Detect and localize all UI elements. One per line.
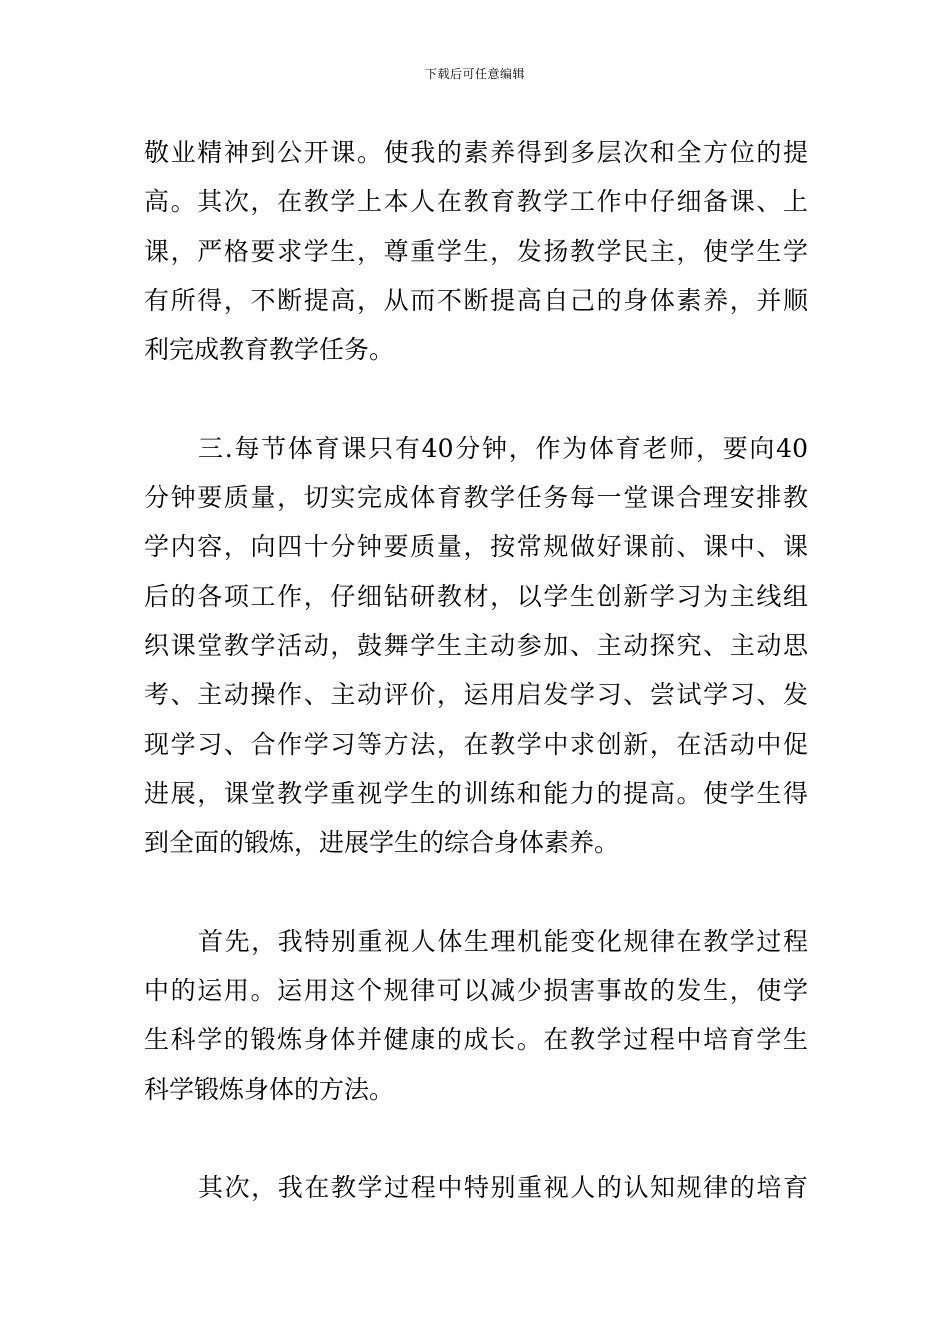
text-line: 三.每节体育课只有40分钟，作为体育老师，要向40 bbox=[198, 433, 808, 463]
paragraph-1 bbox=[144, 128, 808, 374]
paragraph-gap bbox=[144, 374, 808, 423]
text-line: 织课堂教学活动，鼓舞学生主动参加、主动探究、主动思 bbox=[144, 630, 808, 660]
paragraph-2 bbox=[144, 424, 808, 868]
paragraph-3 bbox=[144, 917, 808, 1114]
page-header: 下载后可任意编辑 bbox=[424, 67, 525, 81]
text-line: 生科学的锻炼身体并健康的成长。在教学过程中培育学生 bbox=[144, 1025, 808, 1055]
text-line: 科学锻炼身体的方法。 bbox=[144, 1074, 395, 1104]
text-line: 考、主动操作、主动评价，运用启发学习、尝试学习、发 bbox=[144, 680, 808, 710]
text-line: 其次，我在教学过程中特别重视人的认知规律的培育 bbox=[198, 1173, 808, 1203]
text-line: 到全面的锻炼，进展学生的综合身体素养。 bbox=[144, 828, 620, 858]
text-line: 现学习、合作学习等方法，在教学中求创新，在活动中促 bbox=[144, 729, 808, 759]
text-line: 高。其次，在教学上本人在教育教学工作中仔细备课、上 bbox=[144, 187, 808, 217]
text-line: 课，严格要求学生，尊重学生，发扬教学民主，使学生学 bbox=[144, 236, 808, 266]
paragraph-4 bbox=[144, 1163, 808, 1212]
text-line: 有所得，不断提高，从而不断提高自己的身体素养，并顺 bbox=[144, 285, 808, 315]
text-line: 敬业精神到公开课。使我的素养得到多层次和全方位的提 bbox=[144, 138, 808, 167]
text-line: 首先，我特别重视人体生理机能变化规律在教学过程 bbox=[198, 926, 808, 956]
document-body bbox=[144, 128, 808, 1213]
paragraph-gap bbox=[144, 1114, 808, 1163]
text-line: 进展，课堂教学重视学生的训练和能力的提高。使学生得 bbox=[144, 778, 808, 808]
text-line: 分钟要质量，切实完成体育教学任务每一堂课合理安排教 bbox=[144, 483, 808, 513]
text-line: 学内容，向四十分钟要质量，按常规做好课前、课中、课 bbox=[144, 532, 808, 562]
text-line: 中的运用。运用这个规律可以减少损害事故的发生，使学 bbox=[144, 976, 808, 1006]
paragraph-gap bbox=[144, 867, 808, 916]
text-line: 后的各项工作，仔细钻研教材，以学生创新学习为主线组 bbox=[144, 581, 808, 611]
text-line: 利完成教育教学任务。 bbox=[144, 335, 395, 365]
